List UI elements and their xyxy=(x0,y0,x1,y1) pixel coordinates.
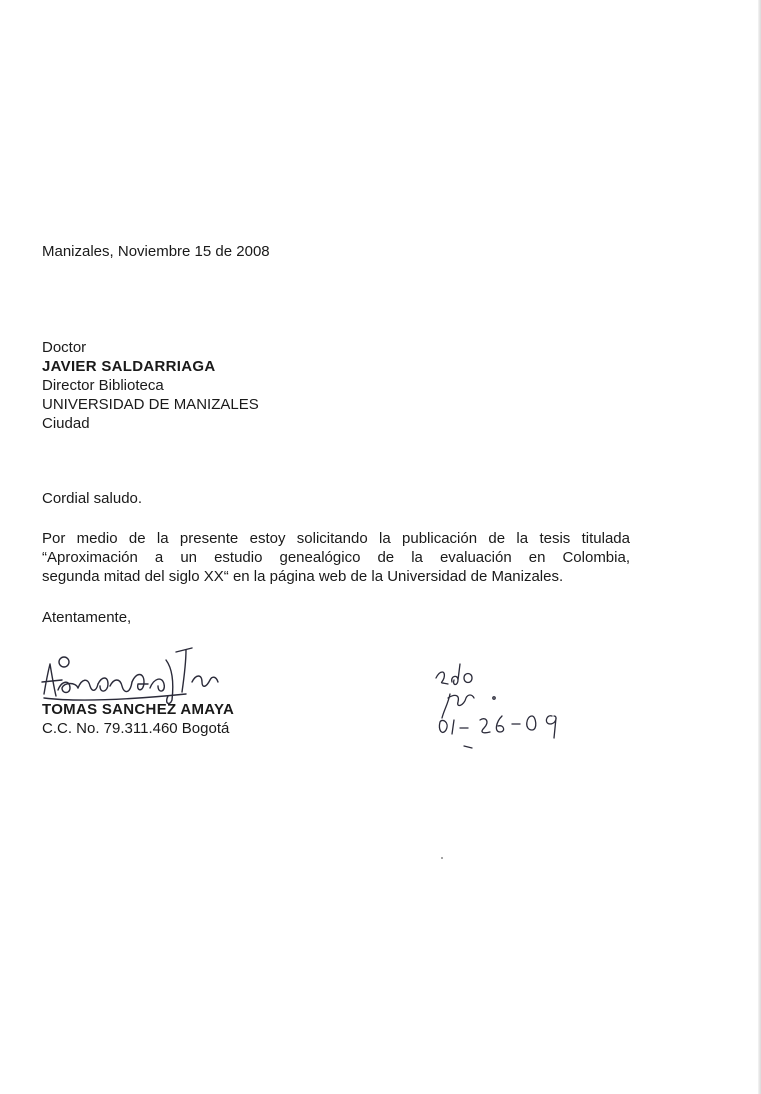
sender-id: C.C. No. 79.311.460 Bogotá xyxy=(42,720,230,737)
body-paragraph xyxy=(42,529,630,586)
recipient-title: Doctor xyxy=(42,339,87,356)
recipient-institution: UNIVERSIDAD DE MANIZALES xyxy=(42,396,259,413)
recipient-city: Ciudad xyxy=(42,415,90,432)
body-line: “Aproximación a un estudio genealógico de la evaluación en Colombia, xyxy=(42,549,630,566)
sender-name: TOMAS SANCHEZ AMAYA xyxy=(42,701,235,718)
recipient-position: Director Biblioteca xyxy=(42,377,164,394)
body-line: Por medio de la presente estoy solicitando la publicación de la tesis titulada xyxy=(42,530,630,547)
place-date: Manizales, Noviembre 15 de 2008 xyxy=(42,243,270,260)
closing: Atentamente, xyxy=(42,609,132,626)
scan-speck xyxy=(441,857,443,859)
body-line: segunda mitad del siglo XX“ en la página web de la Universidad de Manizales. xyxy=(42,568,564,585)
recipient-name: JAVIER SALDARRIAGA xyxy=(42,358,216,375)
greeting: Cordial saludo. xyxy=(42,490,143,507)
handwritten-received-note xyxy=(428,660,578,755)
